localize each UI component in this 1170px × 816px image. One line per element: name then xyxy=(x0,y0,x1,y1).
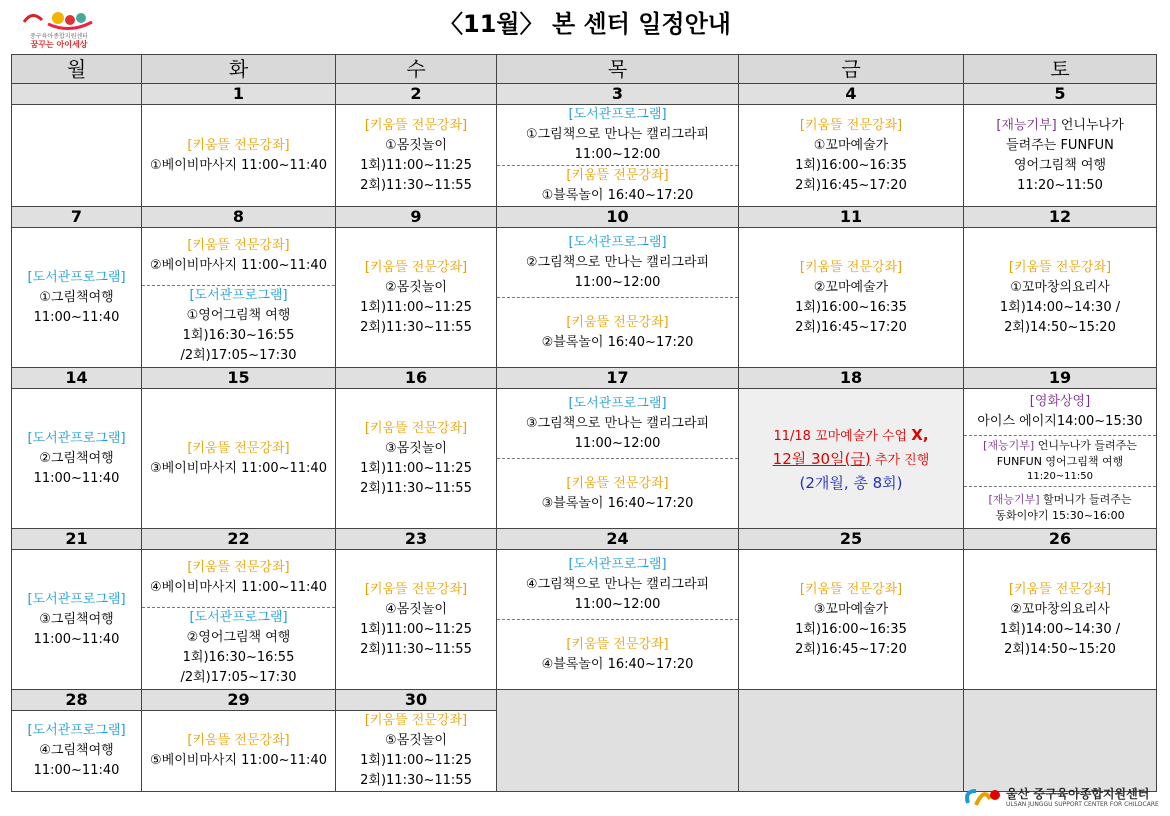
program-text: ③몸짓놀이 xyxy=(385,440,447,456)
program-time: 11:00~12:00 xyxy=(574,596,661,612)
program-text: ②꼬마예술가 xyxy=(813,279,889,295)
program-time: 1회)16:30~16:55 xyxy=(182,650,295,666)
program-time: 1회)11:00~11:25 xyxy=(360,299,472,315)
notice-line1 xyxy=(739,423,963,447)
schedule-cell xyxy=(497,228,739,368)
program-text: ①그림책으로 만나는 캘리그라피 xyxy=(525,127,710,142)
date-cell: 16 xyxy=(336,368,497,389)
program-time: 1회)11:00~11:25 xyxy=(360,460,472,476)
date-row xyxy=(12,368,1157,389)
program-label: [키움뜰 전문강좌] xyxy=(187,137,290,153)
weekday-header-row xyxy=(12,55,1157,84)
program-time: 1회)11:00~11:25 xyxy=(360,753,472,768)
weekday-thu: 목 xyxy=(497,55,739,84)
schedule-notice-cell xyxy=(739,389,964,529)
program-label: [도서관프로그램] xyxy=(568,395,667,411)
program-time: 11:00~11:40 xyxy=(33,631,120,647)
program-text: ③그림책으로 만나는 캘리그라피 xyxy=(525,415,710,431)
date-row xyxy=(12,84,1157,105)
schedule-cell xyxy=(497,389,739,529)
schedule-cell xyxy=(739,105,964,207)
date-cell: 23 xyxy=(336,529,497,550)
calendar-table xyxy=(11,54,1157,792)
footer-logo-name: 울산 중구육아종합지원센터 xyxy=(1006,787,1150,801)
program-time: 1회)11:00~11:25 xyxy=(360,157,472,173)
schedule-row xyxy=(12,228,1157,368)
logo-line1: 중구육아종합지원센터 xyxy=(30,33,88,40)
schedule-row xyxy=(12,389,1157,529)
schedule-cell xyxy=(142,550,336,690)
program-label: [키움뜰 전문강좌] xyxy=(566,475,669,491)
program-label: [키움뜰 전문강좌] xyxy=(566,636,669,652)
program-text: ④그림책여행 xyxy=(39,743,114,758)
weekday-fri: 금 xyxy=(739,55,964,84)
program-label: [도서관프로그램] xyxy=(568,234,667,250)
schedule-cell xyxy=(336,550,497,690)
program-label: [도서관프로그램] xyxy=(189,610,288,626)
program-time: 11:00~12:00 xyxy=(574,147,661,162)
program-label: [재능기부] xyxy=(988,492,1040,506)
notice-text: 추가 진행 xyxy=(874,452,930,468)
date-cell: 19 xyxy=(964,368,1157,389)
date-cell: 15 xyxy=(142,368,336,389)
program-label: [키움뜰 전문강좌] xyxy=(364,117,468,133)
program-time: 1회)14:00~14:30 / xyxy=(999,621,1121,637)
program-text: FUNFUN 영어그림책 여행 xyxy=(996,455,1124,469)
program-text: ②그림책으로 만나는 캘리그라피 xyxy=(525,254,710,270)
date-cell: 10 xyxy=(497,207,739,228)
program-time: 2회)11:30~11:55 xyxy=(360,319,472,335)
program-label: [재능기부] xyxy=(983,439,1035,453)
schedule-cell xyxy=(142,711,336,792)
program-time: 11:00~11:40 xyxy=(33,309,120,325)
schedule-cell xyxy=(12,389,142,529)
program-time: 1회)16:30~16:55 xyxy=(182,328,295,344)
program-text: ②베이비마사지 11:00~11:40 xyxy=(150,258,327,274)
schedule-cell xyxy=(739,550,964,690)
date-cell: 2 xyxy=(336,84,497,105)
logo-line2: 꿈꾸는 아이세상 xyxy=(30,40,88,49)
program-label: [키움뜰 전문강좌] xyxy=(187,733,290,748)
date-cell: 8 xyxy=(142,207,336,228)
program-text: 아이스 에이지14:00~15:30 xyxy=(977,413,1143,429)
program-text: ③베이비마사지 11:00~11:40 xyxy=(150,460,327,476)
schedule-cell xyxy=(964,105,1157,207)
date-cell: 9 xyxy=(336,207,497,228)
program-time: 2회)11:30~11:55 xyxy=(360,641,472,657)
schedule-row xyxy=(12,550,1157,690)
date-cell: 28 xyxy=(12,690,142,711)
schedule-cell xyxy=(142,105,336,207)
weekday-mon: 월 xyxy=(12,55,142,84)
schedule-cell xyxy=(964,228,1157,368)
program-text: ④블록놀이 16:40~17:20 xyxy=(541,656,694,672)
notice-count: (2개월, 총 8회) xyxy=(799,473,903,492)
program-time: 11:00~11:40 xyxy=(33,470,120,486)
schedule-cell xyxy=(497,550,739,690)
program-label: [키움뜰 전문강좌] xyxy=(1008,259,1112,275)
schedule-row xyxy=(12,105,1157,207)
program-label: [도서관프로그램] xyxy=(27,591,126,607)
notice-date: 12월 30일(금) xyxy=(772,449,871,468)
date-cell: 1 xyxy=(142,84,336,105)
date-cell: 22 xyxy=(142,529,336,550)
weekday-wed: 수 xyxy=(336,55,497,84)
date-cell: 7 xyxy=(12,207,142,228)
program-label: [키움뜰 전문강좌] xyxy=(364,420,468,436)
program-text: ①몸짓놀이 xyxy=(385,137,447,153)
program-label: [키움뜰 전문강좌] xyxy=(799,117,903,133)
date-cell: 21 xyxy=(12,529,142,550)
footer-logo-sub: ULSAN JUNGGU SUPPORT CENTER FOR CHILDCARE xyxy=(1006,801,1159,808)
program-time: /2회)17:05~17:30 xyxy=(180,670,297,686)
program-label: [키움뜰 전문강좌] xyxy=(187,440,290,456)
program-text: ②몸짓놀이 xyxy=(385,279,447,295)
schedule-cell-empty xyxy=(497,690,739,792)
program-text: ①꼬마예술가 xyxy=(813,137,889,153)
program-time: 1회)11:00~11:25 xyxy=(360,621,472,637)
program-label: [키움뜰 전문강좌] xyxy=(1008,581,1112,597)
program-time: 2회)16:45~17:20 xyxy=(795,641,907,657)
program-label: [도서관프로그램] xyxy=(27,723,126,738)
program-text: 언니누나가 들려주는 xyxy=(1037,439,1137,453)
program-text: 영어그림책 여행 xyxy=(1013,157,1107,173)
date-cell: 12 xyxy=(964,207,1157,228)
date-cell: 30 xyxy=(336,690,497,711)
date-cell xyxy=(12,84,142,105)
schedule-cell xyxy=(964,389,1157,529)
program-label: [키움뜰 전문강좌] xyxy=(566,168,669,183)
schedule-cell xyxy=(142,389,336,529)
program-text: ④그림책으로 만나는 캘리그라피 xyxy=(525,576,710,592)
schedule-cell xyxy=(12,228,142,368)
date-row xyxy=(12,207,1157,228)
program-label: [도서관프로그램] xyxy=(27,430,126,446)
date-cell: 24 xyxy=(497,529,739,550)
schedule-cell xyxy=(336,711,497,792)
program-label: [재능기부] xyxy=(996,117,1057,133)
program-text: 언니누나가 xyxy=(1060,117,1124,133)
program-time: 1회)14:00~14:30 / xyxy=(999,299,1121,315)
program-text: ②꼬마창의요리사 xyxy=(1010,601,1110,617)
schedule-cell-empty xyxy=(12,105,142,207)
date-cell: 17 xyxy=(497,368,739,389)
schedule-cell xyxy=(142,228,336,368)
program-text: ③그림책여행 xyxy=(39,611,114,627)
program-label: [키움뜰 전문강좌] xyxy=(364,259,468,275)
program-label: [도서관프로그램] xyxy=(27,269,126,285)
program-time: 2회)16:45~17:20 xyxy=(795,177,907,193)
schedule-cell xyxy=(12,550,142,690)
schedule-cell xyxy=(336,105,497,207)
program-label: [키움뜰 전문강좌] xyxy=(187,560,290,576)
page-title: 〈11월〉 본 센터 일정안내 xyxy=(439,10,731,38)
program-label: [키움뜰 전문강좌] xyxy=(566,314,669,330)
program-text: ⑤베이비마사지 11:00~11:40 xyxy=(150,753,327,768)
date-row xyxy=(12,529,1157,550)
date-cell: 4 xyxy=(739,84,964,105)
program-time: /2회)17:05~17:30 xyxy=(180,348,297,364)
program-label: [키움뜰 전문강좌] xyxy=(364,713,468,728)
schedule-cell xyxy=(336,389,497,529)
program-text: ④몸짓놀이 xyxy=(385,601,447,617)
program-time: 2회)11:30~11:55 xyxy=(360,177,472,193)
program-text: 들려주는 FUNFUN xyxy=(1006,137,1114,153)
schedule-cell xyxy=(739,228,964,368)
program-text: ②그림책여행 xyxy=(39,450,114,466)
program-label: [영화상영] xyxy=(1029,393,1091,409)
program-time: 11:20~11:50 xyxy=(1017,177,1103,193)
program-time: 1회)16:00~16:35 xyxy=(795,157,907,173)
schedule-cell xyxy=(336,228,497,368)
program-text: ①블록놀이 16:40~17:20 xyxy=(541,188,694,203)
program-time: 1회)16:00~16:35 xyxy=(795,621,907,637)
notice-x: X, xyxy=(911,425,929,444)
schedule-cell-empty xyxy=(964,690,1157,792)
date-cell: 5 xyxy=(964,84,1157,105)
program-text: ⑤몸짓놀이 xyxy=(385,733,447,748)
program-time: 1회)16:00~16:35 xyxy=(795,299,907,315)
weekday-tue: 화 xyxy=(142,55,336,84)
program-time: 2회)16:45~17:20 xyxy=(795,319,907,335)
program-label: [키움뜰 전문강좌] xyxy=(799,581,903,597)
schedule-cell xyxy=(497,105,739,207)
program-text: 동화이야기 15:30~16:00 xyxy=(995,508,1125,522)
footer-logo xyxy=(962,783,1162,811)
schedule-cell-empty xyxy=(739,690,964,792)
date-cell: 11 xyxy=(739,207,964,228)
program-time: 2회)14:50~15:20 xyxy=(1004,641,1116,657)
program-time: 2회)11:30~11:55 xyxy=(360,480,472,496)
date-cell: 26 xyxy=(964,529,1157,550)
weekday-sat: 토 xyxy=(964,55,1157,84)
program-text: ③꼬마예술가 xyxy=(813,601,889,617)
date-cell: 18 xyxy=(739,368,964,389)
date-cell: 29 xyxy=(142,690,336,711)
program-text: ①그림책여행 xyxy=(39,289,114,305)
program-text: ②블록놀이 16:40~17:20 xyxy=(541,334,694,350)
program-time: 11:20~11:50 xyxy=(1026,471,1093,483)
program-text: ③블록놀이 16:40~17:20 xyxy=(541,495,694,511)
program-label: [키움뜰 전문강좌] xyxy=(364,581,468,597)
program-label: [도서관프로그램] xyxy=(189,288,288,304)
program-time: 11:00~11:40 xyxy=(33,763,120,778)
notice-text: 11/18 꼬마예술가 수업 xyxy=(773,428,908,444)
program-text: ②영어그림책 여행 xyxy=(186,630,291,646)
date-cell: 25 xyxy=(739,529,964,550)
program-text: ①영어그림책 여행 xyxy=(186,308,291,324)
program-time: 11:00~12:00 xyxy=(574,435,661,451)
program-text: ④베이비마사지 11:00~11:40 xyxy=(150,580,327,596)
program-time: 11:00~12:00 xyxy=(574,274,661,290)
program-label: [도서관프로그램] xyxy=(568,556,667,572)
date-cell: 3 xyxy=(497,84,739,105)
date-row xyxy=(12,690,1157,711)
program-label: [키움뜰 전문강좌] xyxy=(187,238,290,254)
program-text: 할머니가 들려주는 xyxy=(1043,492,1132,506)
schedule-cell xyxy=(964,550,1157,690)
program-time: 2회)11:30~11:55 xyxy=(360,773,472,788)
program-label: [도서관프로그램] xyxy=(568,107,667,122)
program-text: ①베이비마사지 11:00~11:40 xyxy=(150,157,327,173)
program-text: ①꼬마창의요리사 xyxy=(1010,279,1110,295)
program-time: 2회)14:50~15:20 xyxy=(1004,319,1116,335)
program-label: [키움뜰 전문강좌] xyxy=(799,259,903,275)
schedule-cell xyxy=(12,711,142,792)
date-cell: 14 xyxy=(12,368,142,389)
